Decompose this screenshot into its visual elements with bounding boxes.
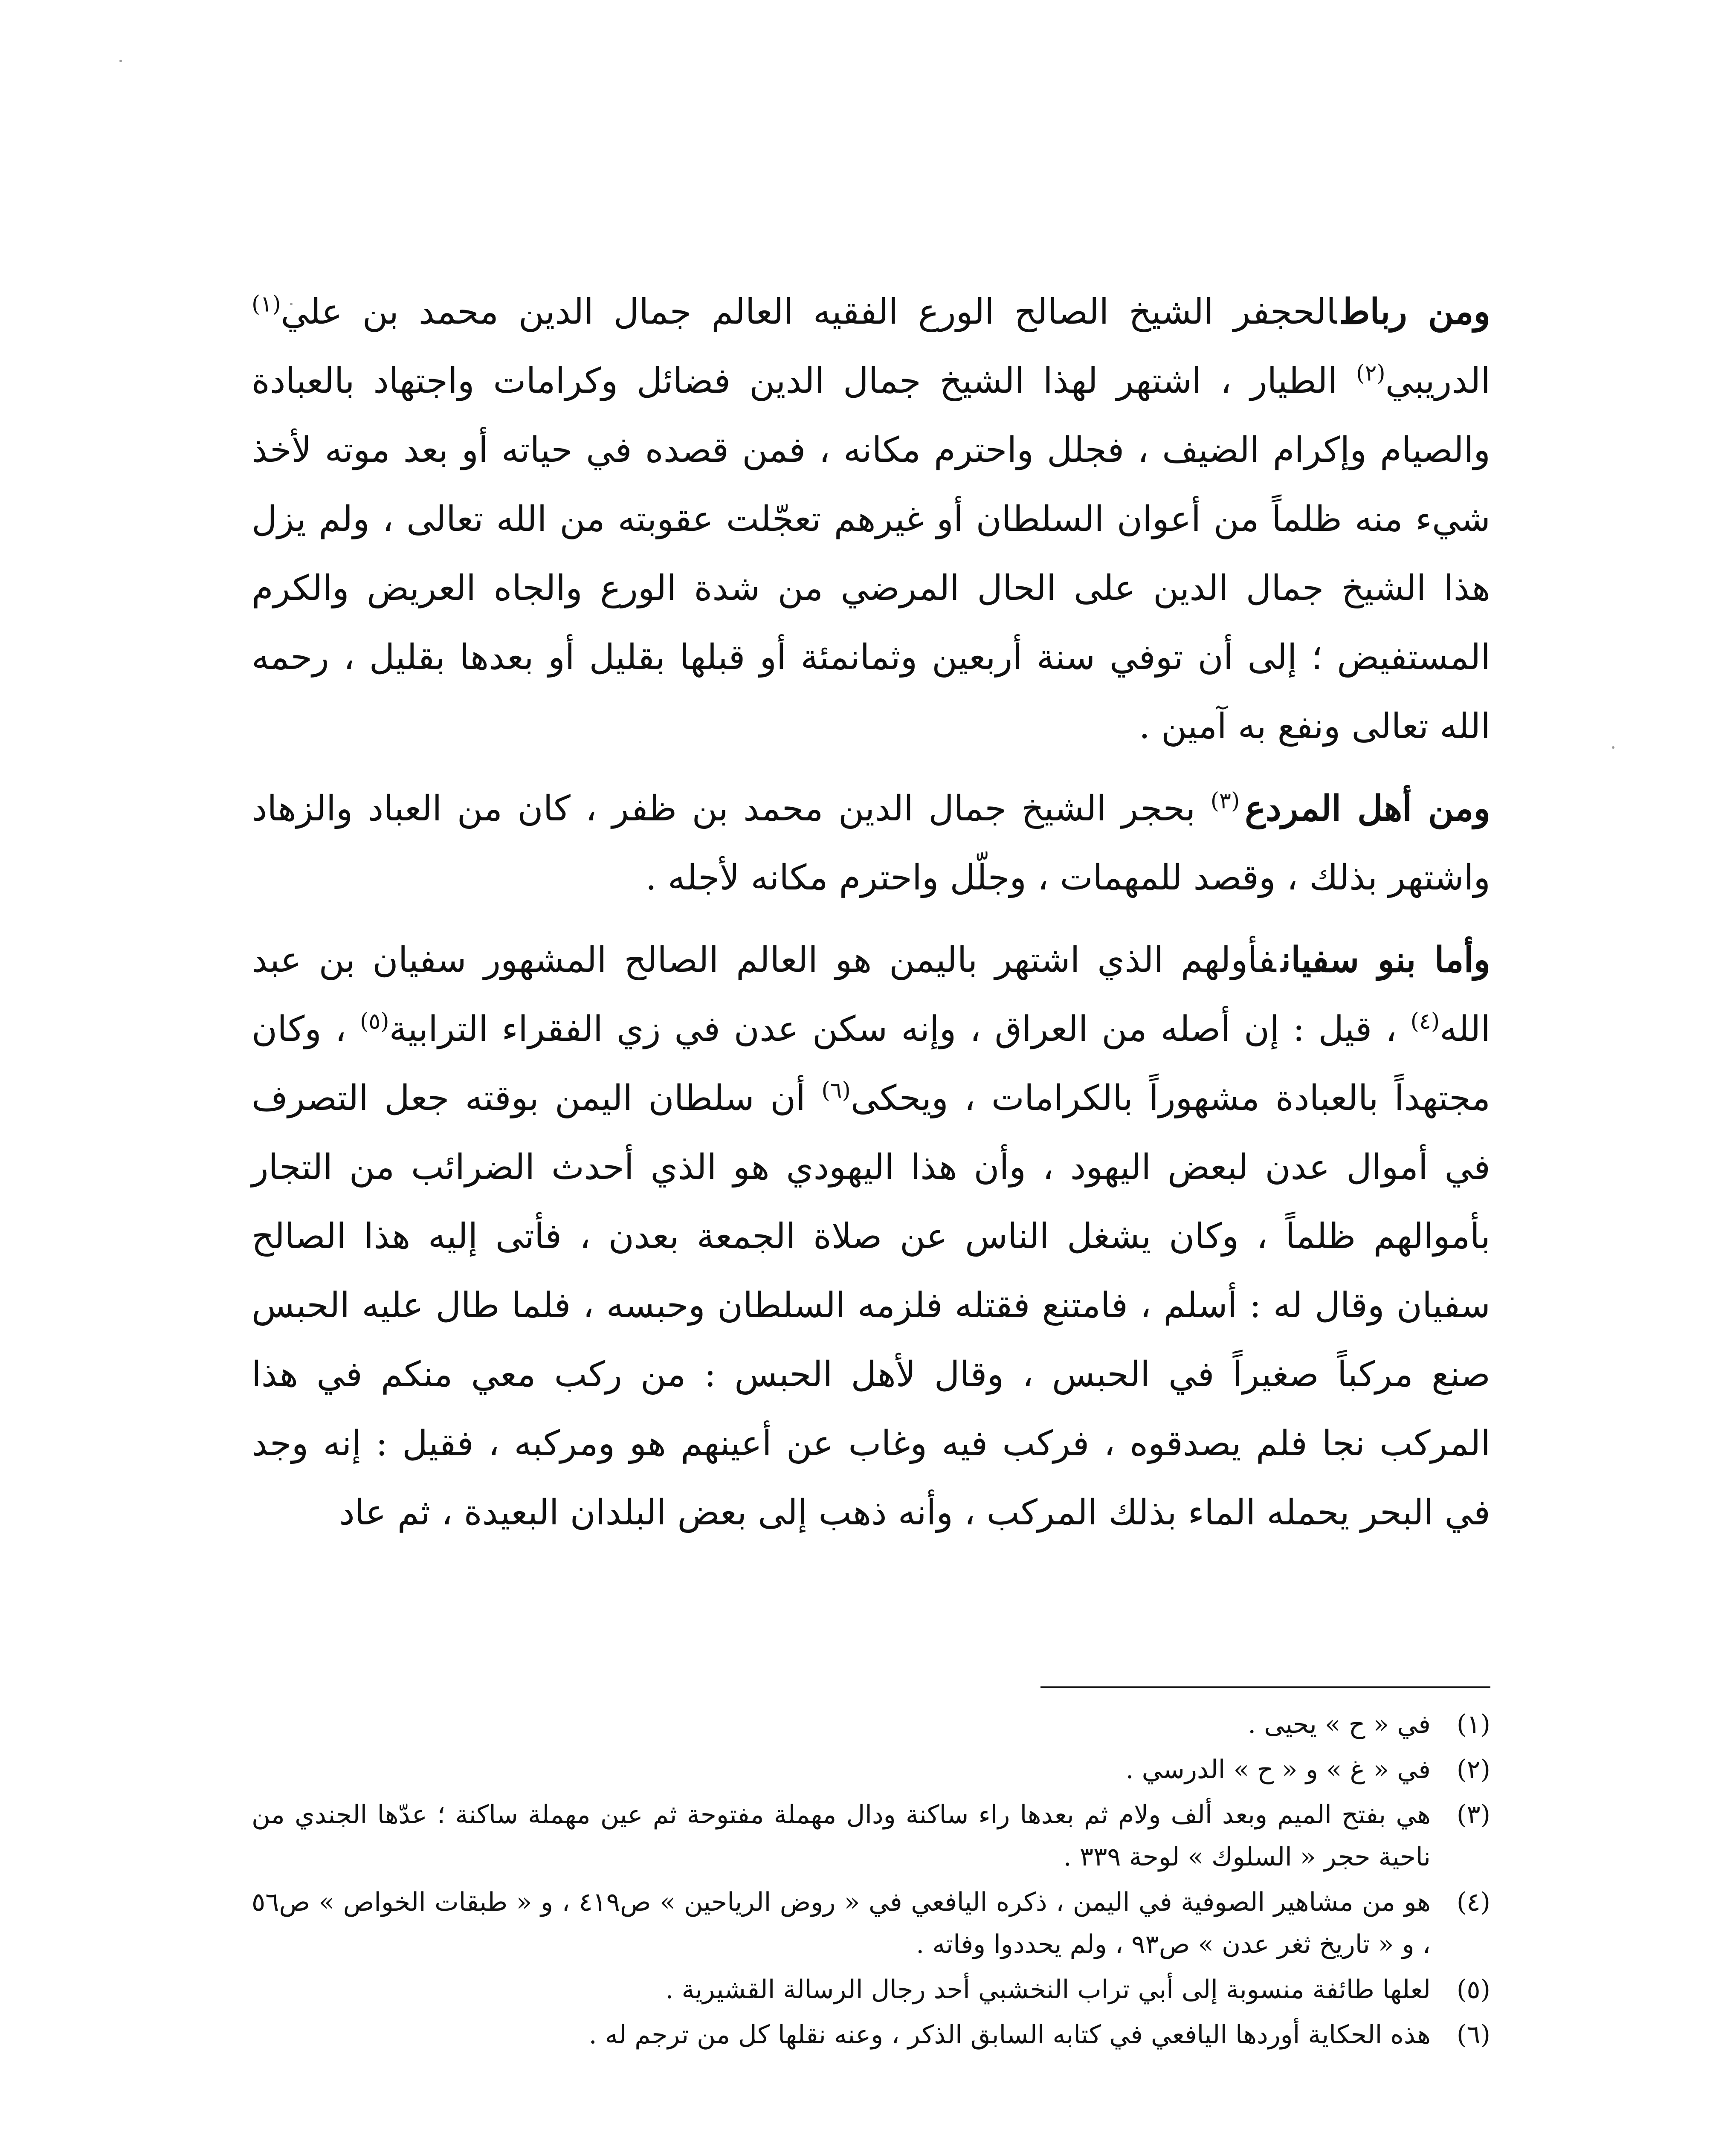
footnote-separator xyxy=(1040,1686,1490,1688)
footnote-text: في « ح » يحيى . xyxy=(1248,1709,1431,1739)
paragraph-heading: ومن رباط xyxy=(1342,291,1490,332)
footnote-text: هو من مشاهير الصوفية في اليمن ، ذكره اليافعي في « روض الرياحين » ص٤١٩ ، و « طبقات الخواص » ص٥٦ ، و « تاريخ ثغر عدن » ص٩٣ ، ولم يحددوا وفاته . xyxy=(252,1887,1431,1959)
scan-speck xyxy=(1612,746,1614,749)
paragraph-text: الحجفر الشيخ الصالح الورع الفقيه العالم جمال الدين محمد بن علي xyxy=(281,292,1337,332)
paragraph-ribat xyxy=(252,277,1490,761)
footnote-reference: (١) xyxy=(252,291,281,317)
footnote-text: في « غ » و « ح » الدرسي . xyxy=(1125,1755,1431,1784)
footnote-number: (٤) xyxy=(1456,1887,1490,1917)
paragraph-text: الطيار ، اشتهر لهذا الشيخ جمال الدين فضائل وكرامات واجتهاد بالعبادة والصيام وإكرام الضيف ، فجلل واحترم مكانه ، فمن قصده في حياته أو بعد موته لأخذ شيء منه ظلماً من أعوان السلطان أو غيرهم تعجّلت عقوبته من الله تعالى ، ولم يزل هذا الشيخ جمال الدين على الحال المرضي من شدة الورع والجاه العريض والكرم المستفيض ؛ إلى أن توفي سنة أربعين وثمانمئة أو قبلها بقليل أو بعدها بقليل ، رحمه الله تعالى ونفع به آمين . xyxy=(252,361,1490,747)
footnote-text: هي بفتح الميم وبعد ألف ولام ثم بعدها راء ساكنة ودال مهملة مفتوحة ثم عين مهملة ساكنة ؛ عدّها الجندي من ناحية حجر « السلوك » لوحة ٣٣٩ . xyxy=(252,1800,1431,1872)
paragraph-text: ، وكان مجتهداً بالعبادة مشهوراً بالكرامات ، ويحكى xyxy=(252,1009,1491,1118)
footnote-item xyxy=(252,2014,1490,2056)
footnote-item xyxy=(252,1794,1490,1878)
footnote-number: (١) xyxy=(1456,1709,1490,1739)
footnote-reference: (٢) xyxy=(1356,360,1385,386)
paragraph-heading: ومن أهل المردع xyxy=(1245,788,1490,829)
footnote-number: (٦) xyxy=(1456,2020,1490,2050)
footnote-text: لعلها طائفة منسوبة إلى أبي تراب النخشبي أحد رجال الرسالة القشيرية . xyxy=(665,1975,1431,2005)
footnote-item xyxy=(252,1881,1490,1966)
paragraph-heading: وأما بنو سفيان xyxy=(1281,939,1490,980)
scan-speck xyxy=(119,60,122,62)
paragraph-text: ، قيل : إن أصله من العراق ، وإنه سكن عدن في زي الفقراء الترابية xyxy=(389,1009,1411,1049)
footnote-item xyxy=(252,1703,1490,1746)
footnote-reference: (٣) xyxy=(1210,788,1240,814)
footnote-reference: (٤) xyxy=(1410,1008,1440,1034)
footnote-text: هذه الحكاية أوردها اليافعي في كتابه السابق الذكر ، وعنه نقلها كل من ترجم له . xyxy=(588,2020,1431,2050)
main-text xyxy=(252,277,1490,1547)
paragraph-text: بحجر الشيخ جمال الدين محمد بن ظفر ، كان من العباد والزهاد واشتهر بذلك ، وقصد للمهمات ، وجلّل واحترم مكانه لأجله . xyxy=(252,788,1490,898)
footnote-reference: (٦) xyxy=(821,1078,851,1104)
footnotes xyxy=(252,1703,1490,2059)
footnote-number: (٥) xyxy=(1456,1975,1490,2005)
paragraph-text: فأولهم الذي اشتهر باليمن هو العالم الصالح المشهور سفيان بن عبد الله xyxy=(252,940,1490,1049)
footnote-number: (٢) xyxy=(1456,1755,1490,1784)
paragraph-sufyan xyxy=(252,925,1490,1547)
footnote-item xyxy=(252,1969,1490,2011)
paragraph-marda xyxy=(252,774,1490,912)
footnote-item xyxy=(252,1749,1490,1791)
paragraph-text: الدريبي xyxy=(1385,361,1490,401)
paragraph-text: أن سلطان اليمن بوقته جعل التصرف في أموال عدن لبعض اليهود ، وأن هذا اليهودي هو الذي أحدث الضرائب من التجار بأموالهم ظلماً ، وكان يشغل الناس عن صلاة الجمعة بعدن ، فأتى إليه هذا الصالح سفيان وقال له : أسلم ، فامتنع فقتله فلزمه السلطان وحبسه ، فلما طال عليه الحبس صنع مركباً صغيراً في الحبس ، وقال لأهل الحبس : من ركب معي منكم في هذا المركب نجا فلم يصدقوه ، فركب فيه وغاب عن أعينهم هو ومركبه ، فقيل : إنه وجد في البحر يحمله الماء بذلك المركب ، وأنه ذهب إلى بعض البلدان البعيدة ، ثم عاد xyxy=(252,1078,1490,1533)
footnote-number: (٣) xyxy=(1456,1800,1490,1830)
footnote-reference: (٥) xyxy=(360,1008,389,1034)
